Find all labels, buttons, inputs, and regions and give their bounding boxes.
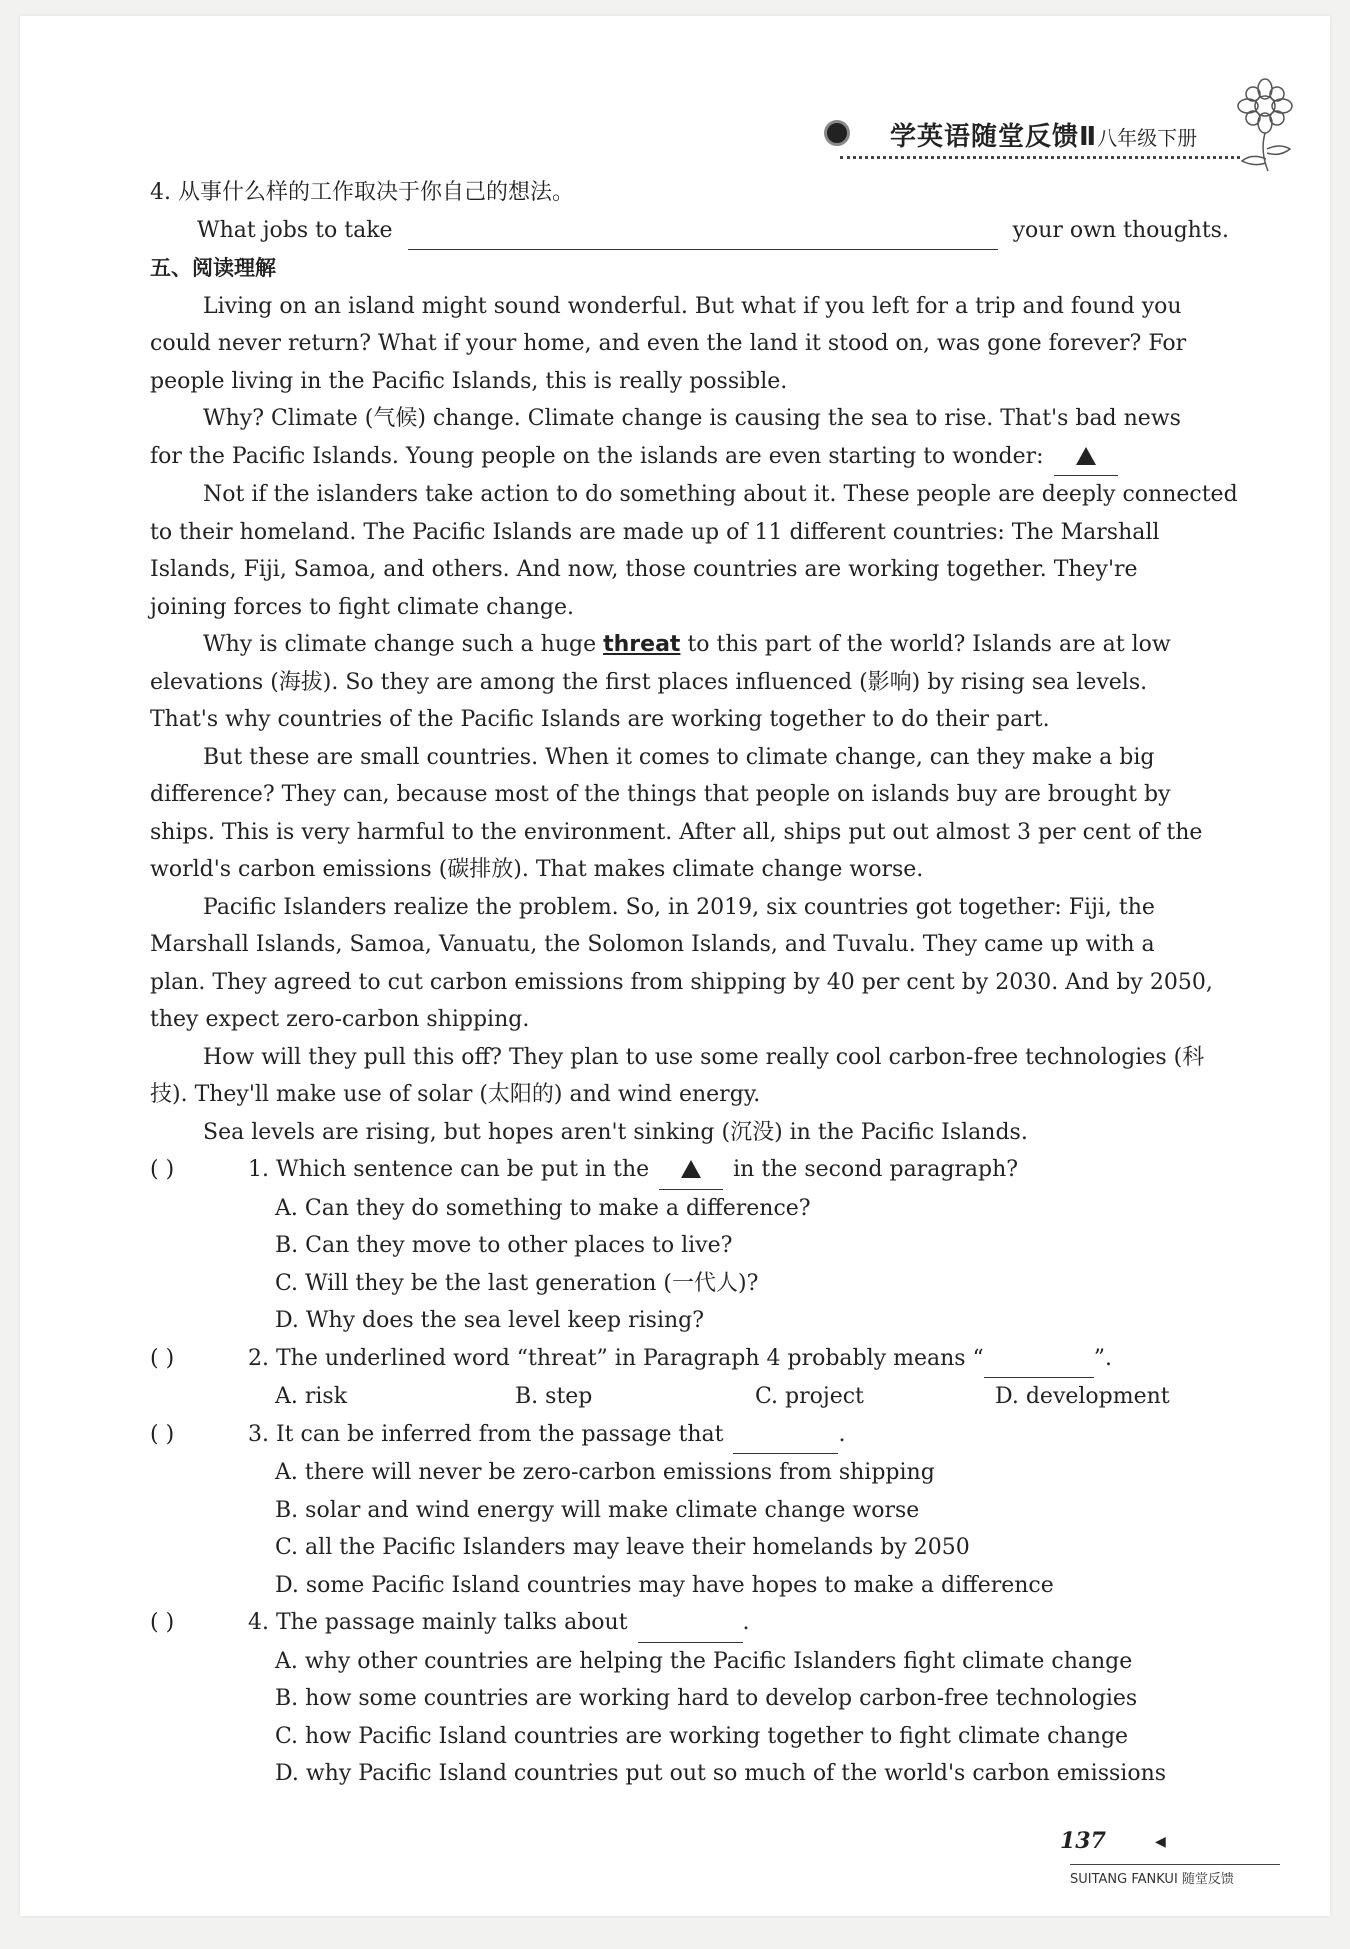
q3-option[interactable]: C. all the Pacific Islanders may leave their homelands by 2050 [275,1535,970,1560]
q2-stem-start: 2. The underlined word “threat” in Paragraph 4 probably means “ [248,1345,984,1371]
worksheet-page [20,16,1330,1916]
passage-line: difference? They can, because most of the things that people on islands buy are brought by [150,782,1171,807]
q2-option[interactable]: B. step [515,1384,593,1409]
q3-option[interactable]: B. solar and wind energy will make climate change worse [275,1497,920,1523]
q1-stem-start: 1. Which sentence can be put in the [248,1157,650,1182]
q2-option[interactable]: A. risk [275,1384,348,1409]
passage-line: Islands, Fiji, Samoa, and others. And now, those countries are working together. They're [150,557,1138,582]
book-logo-icon [824,120,850,146]
question-2 [150,1340,1250,1379]
q3-option[interactable]: A. there will never be zero-carbon emissions from shipping [275,1460,935,1485]
q2-options [150,1378,1250,1416]
q4-answer-blank[interactable] [638,1604,743,1643]
page-header [780,106,1240,166]
q3-option[interactable]: D. some Pacific Island countries may have hopes to make a difference [275,1572,1054,1598]
arrow-left-icon: ◀ [1155,1834,1166,1850]
q3-answer-blank[interactable] [733,1416,838,1455]
q4-stem-end: . [742,1610,750,1635]
q2-option[interactable]: D. development [995,1384,1170,1409]
underlined-word-threat: threat [603,632,681,657]
passage-line [150,626,1250,664]
passage-line: world's carbon emissions (碳排放). That makes climate change worse. [150,857,924,882]
footer-divider [1070,1864,1280,1865]
header-subtitle: 八年级下册 [1097,126,1198,150]
q2-option[interactable]: C. project [755,1384,864,1409]
passage-line-text: for the Pacific Islands. Young people on the islands are even starting to wonder: [150,443,1044,469]
answer-paren[interactable]: ( ) [150,1610,175,1635]
q2-stem-end: ”. [1093,1345,1113,1371]
question-4 [150,1604,1250,1643]
q4-option[interactable]: C. how Pacific Island countries are working together to fight climate change [275,1723,1129,1749]
passage-line: elevations (海拔). So they are among the first places influenced (影响) by rising sea levels. [150,669,1148,695]
header-title [890,116,1197,153]
question-1 [150,1151,1250,1190]
passage-line: to their homeland. The Pacific Islands are made up of 11 different countries: The Marshall [150,519,1160,545]
q1-option[interactable]: C. Will they be the last generation (一代人)? [275,1270,759,1296]
passage-line: they expect zero-carbon shipping. [150,1007,530,1032]
header-title-text: 学英语随堂反馈Ⅱ [890,122,1098,152]
item4-cn: 4. 从事什么样的工作取决于你自己的想法。 [150,180,574,205]
q1-option[interactable]: B. Can they move to other places to live? [275,1233,733,1258]
passage-line: Pacific Islanders realize the problem. So, in 2019, six countries got together: Fiji, the [203,894,1155,920]
passage-line: Not if the islanders take action to do something about it. These people are deeply connected [203,482,1238,507]
q1-option[interactable]: A. Can they do something to make a difference? [275,1195,811,1221]
q4-option[interactable]: A. why other countries are helping the Pacific Islanders fight climate change [275,1648,1133,1674]
flower-decoration-icon [1220,71,1310,181]
triangle-blank[interactable] [1054,438,1118,477]
q1-stem-end: in the second paragraph? [733,1157,1019,1182]
q1-triangle-blank [659,1151,723,1190]
q2-answer-blank[interactable] [984,1340,1094,1379]
q3-stem-end: . [838,1421,846,1447]
p4-start: Why is climate change such a huge [203,632,597,657]
passage-line: But these are small countries. When it comes to climate change, can they make a big [203,744,1155,770]
q4-option[interactable]: D. why Pacific Island countries put out so much of the world's carbon emissions [275,1761,1167,1786]
passage-line: plan. They agreed to cut carbon emissions from shipping by 40 per cent by 2030. And by 2050, [150,969,1213,995]
answer-paren[interactable]: ( ) [150,1421,175,1447]
passage-line: 技). They'll make use of solar (太阳的) and wind energy. [150,1082,761,1107]
question-3 [150,1416,1250,1455]
answer-paren[interactable]: ( ) [150,1157,175,1182]
passage-line: How will they pull this off? They plan to use some really cool carbon-free technologies (科 [203,1044,1205,1070]
passage-line: people living in the Pacific Islands, this is really possible. [150,368,788,394]
passage-line: ships. This is very harmful to the environment. After all, ships put out almost 3 per cent of the [150,819,1203,845]
triangle-icon [681,1160,701,1178]
passage-line: Why? Climate (气候) change. Climate change is causing the sea to rise. That's bad news [203,406,1181,431]
item4-en-end: your own thoughts. [1012,217,1229,243]
q3-stem-start: 3. It can be inferred from the passage that [248,1421,724,1447]
item4-en-start: What jobs to take [197,217,393,243]
section-title: 五、阅读理解 [150,256,276,280]
p4-end: to this part of the world? Islands are at low [687,632,1171,657]
content [150,174,1250,1793]
triangle-icon [1076,447,1096,465]
passage-line: That's why countries of the Pacific Islands are working together to do their part. [150,707,1050,732]
header-divider [840,156,1240,159]
item4-answer-blank[interactable] [408,212,998,251]
passage [150,288,1250,1152]
passage-line: joining forces to fight climate change. [150,594,575,620]
passage-line: Marshall Islands, Samoa, Vanuatu, the Solomon Islands, and Tuvalu. They came up with a [150,932,1155,957]
passage-line [150,438,1250,477]
answer-paren[interactable]: ( ) [150,1345,175,1371]
page-number: 137 [1060,1828,1106,1854]
q4-option[interactable]: B. how some countries are working hard to develop carbon-free technologies [275,1686,1138,1711]
item4-en [150,212,1250,251]
q4-stem-start: 4. The passage mainly talks about [248,1610,628,1635]
passage-line: could never return? What if your home, and even the land it stood on, was gone forever? For [150,331,1187,356]
passage-line: Living on an island might sound wonderful. But what if you left for a trip and found you [203,293,1182,319]
q1-option[interactable]: D. Why does the sea level keep rising? [275,1308,705,1333]
passage-line: Sea levels are rising, but hopes aren't sinking (沉没) in the Pacific Islands. [203,1119,1028,1145]
footer-brand: SUITANG FANKUI 随堂反馈 [1070,1872,1234,1887]
